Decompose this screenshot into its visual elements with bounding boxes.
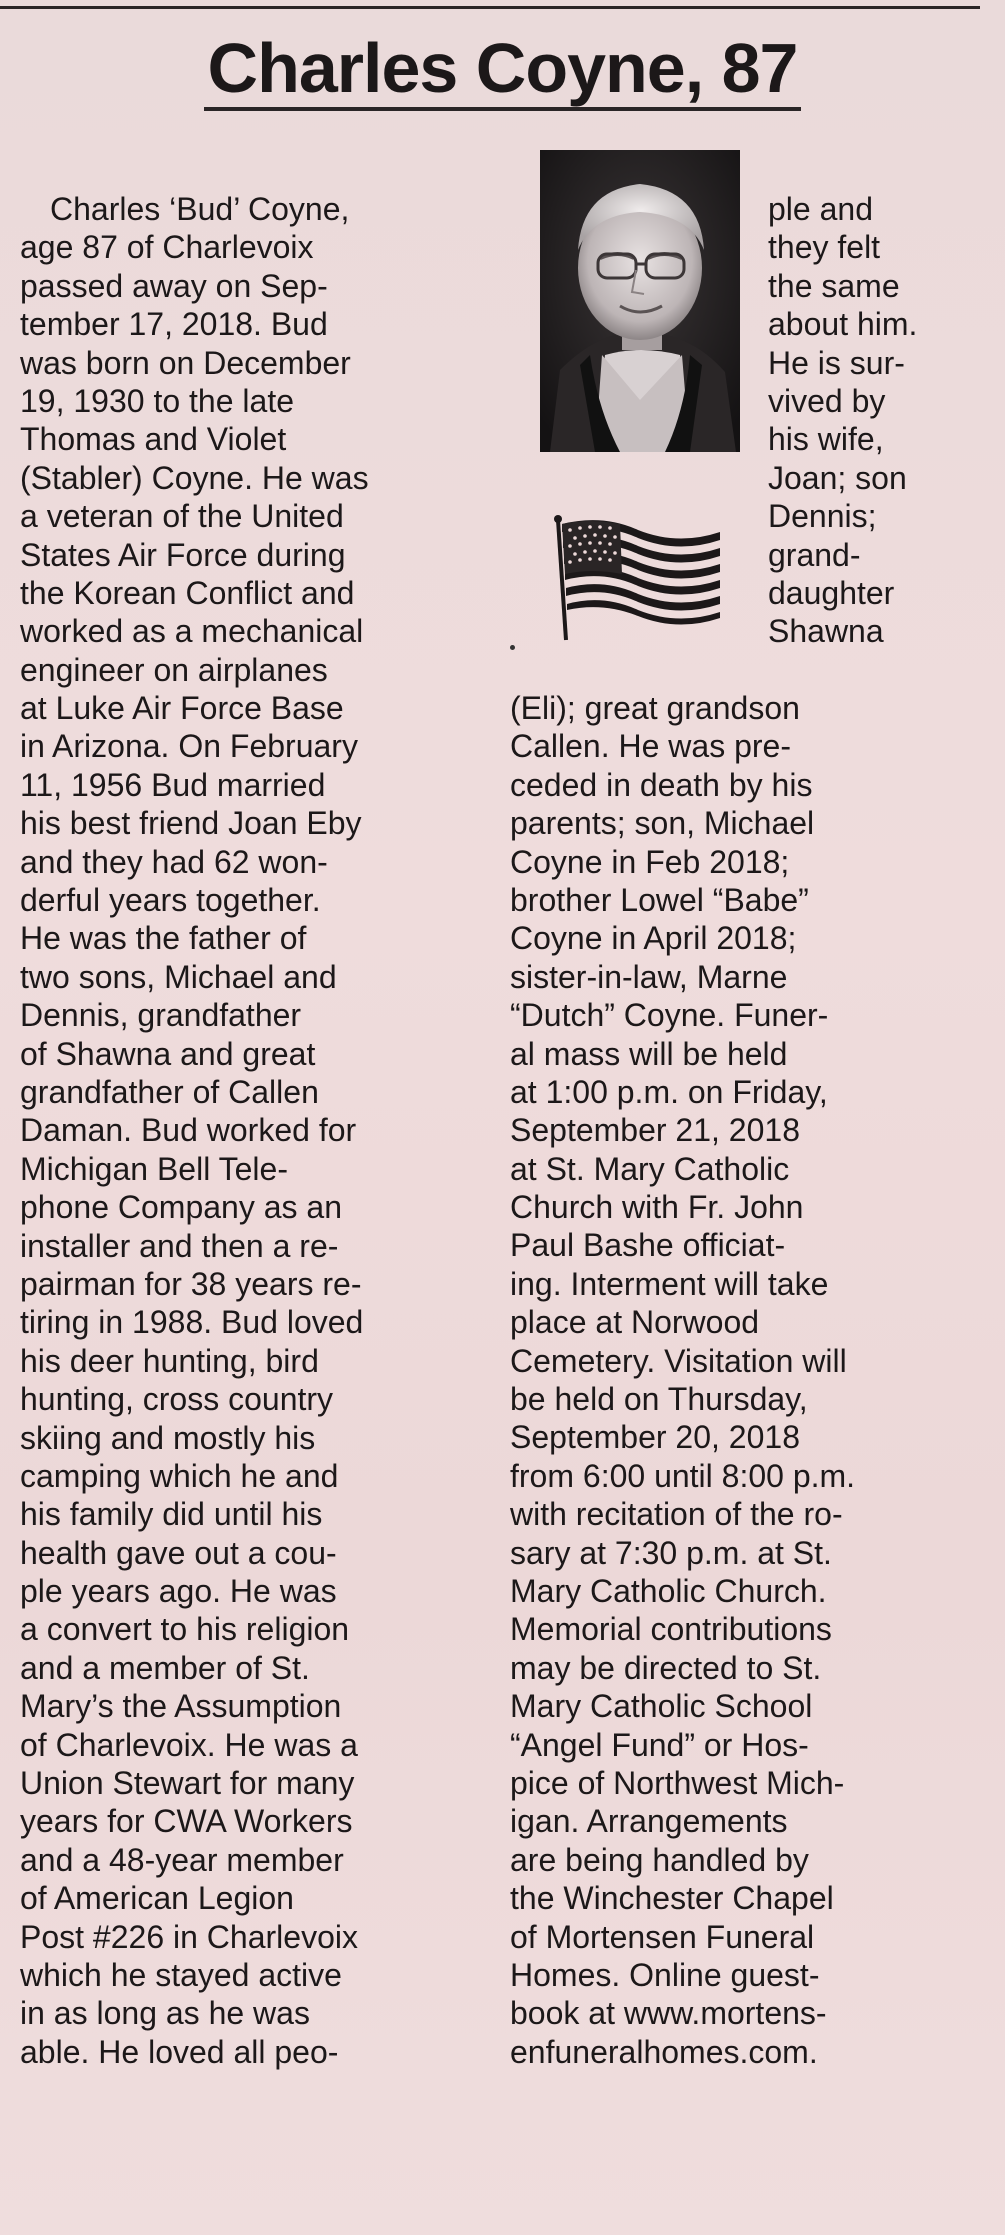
column-left-line: of Shawna and great xyxy=(20,1035,316,1072)
column-right-bottom-line: book at www.mortens- xyxy=(510,1995,827,2032)
column-right-bottom-line: at St. Mary Catholic xyxy=(510,1150,790,1187)
column-right-bottom-line: Homes. Online guest- xyxy=(510,1956,820,1993)
column-left-line: years for CWA Workers xyxy=(20,1803,353,1840)
column-right-top xyxy=(768,190,993,651)
column-left-line: his deer hunting, bird xyxy=(20,1342,319,1379)
column-left-line: phone Company as an xyxy=(20,1189,342,1226)
column-left-line: Mary’s the Assumption xyxy=(20,1688,342,1725)
top-rule xyxy=(0,6,980,9)
column-right-bottom-line: be held on Thursday, xyxy=(510,1381,808,1418)
column-right-bottom-line: Mary Catholic Church. xyxy=(510,1572,827,1609)
column-left-line: his best friend Joan Eby xyxy=(20,805,362,842)
column-left-line: at Luke Air Force Base xyxy=(20,690,344,727)
column-left-line: engineer on airplanes xyxy=(20,651,328,688)
column-right-bottom-line: pice of Northwest Mich- xyxy=(510,1764,845,1801)
column-right-bottom-line: Coyne in April 2018; xyxy=(510,920,797,957)
column-left-line: which he stayed active xyxy=(20,1956,342,1993)
column-right-top-line: vived by xyxy=(768,382,886,419)
column-right-top-line: He is sur- xyxy=(768,344,905,381)
column-right-bottom-line: Church with Fr. John xyxy=(510,1189,804,1226)
headline-text: Charles Coyne, 87 xyxy=(204,29,802,111)
column-right-bottom-line: sary at 7:30 p.m. at St. xyxy=(510,1534,832,1571)
american-flag-icon xyxy=(548,512,726,642)
column-right-bottom-line: igan. Arrangements xyxy=(510,1803,788,1840)
column-left-line: in Arizona. On February xyxy=(20,728,358,765)
column-left-line: Charles ‘Bud’ Coyne, xyxy=(50,191,350,227)
column-right-bottom-line: the Winchester Chapel xyxy=(510,1880,834,1917)
column-right-top-line: grand- xyxy=(768,536,861,573)
column-left-line: He was the father of xyxy=(20,920,307,957)
column-left-line: Post #226 in Charlevoix xyxy=(20,1918,358,1955)
column-right-top-line: Shawna xyxy=(768,613,884,650)
column-left-line: and a 48-year member xyxy=(20,1841,344,1878)
column-left-line: ple years ago. He was xyxy=(20,1573,337,1610)
column-left-line: tiring in 1988. Bud loved xyxy=(20,1304,364,1341)
column-left-line: pairman for 38 years re- xyxy=(20,1265,362,1302)
portrait-photo-graphic xyxy=(540,150,740,452)
column-left-line: the Korean Conflict and xyxy=(20,574,355,611)
column-left-line: skiing and mostly his xyxy=(20,1419,316,1456)
column-left-line: in as long as he was xyxy=(20,1995,310,2032)
column-left-line: (Stabler) Coyne. He was xyxy=(20,459,369,496)
column-left-line: 19, 1930 to the late xyxy=(20,382,294,419)
column-right-bottom-line: of Mortensen Funeral xyxy=(510,1918,815,1955)
column-right-bottom-line: Coyne in Feb 2018; xyxy=(510,843,790,880)
column-right-bottom-line: enfuneralhomes.com. xyxy=(510,2033,818,2070)
column-left-line: derful years together. xyxy=(20,882,321,919)
column-right-top-line: his wife, xyxy=(768,421,884,458)
column-right-bottom-line: al mass will be held xyxy=(510,1035,788,1072)
column-left-line: hunting, cross country xyxy=(20,1381,334,1418)
column-left-line: Dennis, grandfather xyxy=(20,997,302,1034)
column-left-line: Thomas and Violet xyxy=(20,421,287,458)
column-left-line: grandfather of Callen xyxy=(20,1073,319,1110)
column-right-bottom-line: Memorial contributions xyxy=(510,1611,832,1648)
column-left-line: Union Stewart for many xyxy=(20,1765,355,1802)
column-right-top-line: ple and xyxy=(768,191,873,227)
column-left-line: a convert to his religion xyxy=(20,1611,350,1648)
column-right-bottom-line: sister-in-law, Marne xyxy=(510,958,788,995)
column-right-bottom-line: from 6:00 until 8:00 p.m. xyxy=(510,1457,856,1494)
column-left-line: of American Legion xyxy=(20,1880,294,1917)
column-right-bottom-line: parents; son, Michael xyxy=(510,805,815,842)
column-left-line: camping which he and xyxy=(20,1457,339,1494)
column-left xyxy=(20,190,480,2071)
column-left-line: 11, 1956 Bud married xyxy=(20,766,326,803)
column-right-top-line: Joan; son xyxy=(768,459,907,496)
column-right-bottom-line: Cemetery. Visitation will xyxy=(510,1342,847,1379)
column-left-line: was born on December xyxy=(20,344,351,381)
headline xyxy=(0,28,1005,108)
column-right-bottom-line: Paul Bashe officiat- xyxy=(510,1227,786,1264)
column-left-line: health gave out a cou- xyxy=(20,1534,337,1571)
column-left-line: and a member of St. xyxy=(20,1649,310,1686)
column-right-top-line: the same xyxy=(768,267,900,304)
column-left-line: a veteran of the United xyxy=(20,498,344,535)
print-speck xyxy=(510,645,515,650)
column-left-line: of Charlevoix. He was a xyxy=(20,1726,358,1763)
column-right-bottom-line: September 20, 2018 xyxy=(510,1419,800,1456)
column-left-line: worked as a mechanical xyxy=(20,613,364,650)
column-right-bottom-line: at 1:00 p.m. on Friday, xyxy=(510,1073,828,1110)
column-right-bottom-line: may be directed to St. xyxy=(510,1649,822,1686)
column-left-line: able. He loved all peo- xyxy=(20,2033,339,2070)
column-right-top-line: they felt xyxy=(768,229,881,266)
column-right-bottom-line: ceded in death by his xyxy=(510,766,813,803)
column-left-line: and they had 62 won- xyxy=(20,843,328,880)
column-left-line: passed away on Sep- xyxy=(20,267,328,304)
column-left-line: his family did until his xyxy=(20,1496,323,1533)
portrait-photo xyxy=(540,150,740,452)
column-right-bottom-line: “Angel Fund” or Hos- xyxy=(510,1726,809,1763)
column-left-line: Daman. Bud worked for xyxy=(20,1112,357,1149)
column-left-line: tember 17, 2018. Bud xyxy=(20,306,328,343)
column-left-line: installer and then a re- xyxy=(20,1227,339,1264)
column-right-bottom-line: “Dutch” Coyne. Funer- xyxy=(510,997,829,1034)
column-right-bottom-line: Callen. He was pre- xyxy=(510,728,791,765)
column-right-top-line: Dennis; xyxy=(768,498,877,535)
column-right-bottom-line: Mary Catholic School xyxy=(510,1688,813,1725)
column-right-top-line: about him. xyxy=(768,306,918,343)
column-right-bottom-line: ing. Interment will take xyxy=(510,1265,829,1302)
column-right-bottom-line: brother Lowel “Babe” xyxy=(510,881,809,918)
column-left-line: Michigan Bell Tele- xyxy=(20,1150,288,1187)
column-left-line: age 87 of Charlevoix xyxy=(20,229,314,266)
column-left-line: two sons, Michael and xyxy=(20,958,337,995)
column-right-top-line: daughter xyxy=(768,574,895,611)
column-right-bottom-line: with recitation of the ro- xyxy=(510,1496,843,1533)
column-right-bottom-line: are being handled by xyxy=(510,1841,809,1878)
column-right-bottom-line: September 21, 2018 xyxy=(510,1112,800,1149)
flag-graphic xyxy=(548,512,726,642)
column-left-line: States Air Force during xyxy=(20,536,346,573)
column-right-bottom-line: (Eli); great grandson xyxy=(510,690,800,726)
column-right-bottom xyxy=(510,689,990,2071)
column-right-bottom-line: place at Norwood xyxy=(510,1304,760,1341)
